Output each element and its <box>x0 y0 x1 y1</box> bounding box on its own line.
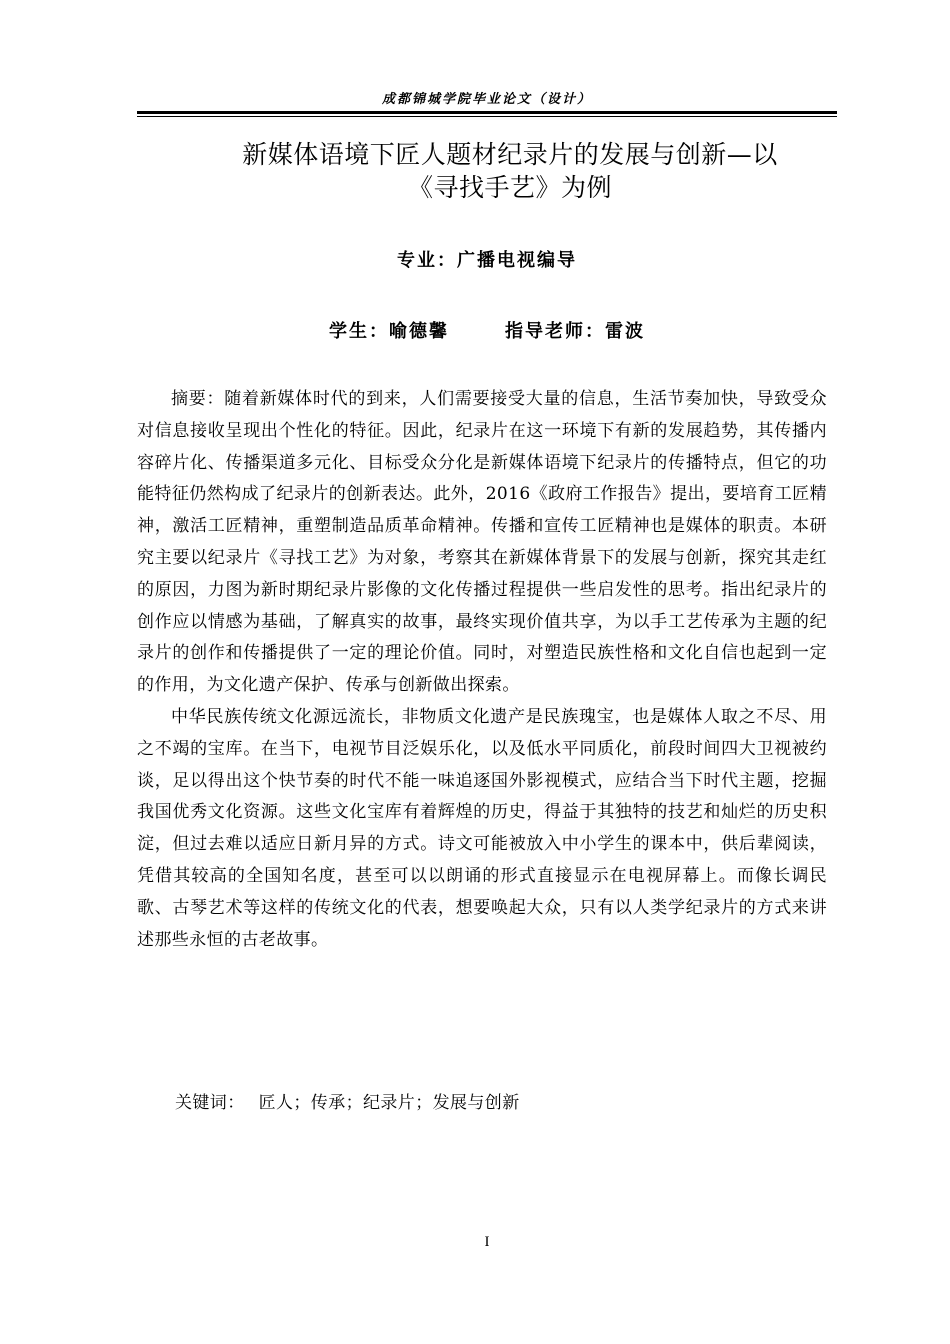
header-rule-thin <box>137 116 837 117</box>
abstract-paragraph-2: 中华民族传统文化源远流长，非物质文化遗产是民族瑰宝，也是媒体人取之不尽、用之不竭的宝库。在当下，电视节目泛娱乐化，以及低水平同质化，前段时间四大卫视被约谈，足以得出这个快节奏的时代不能一味追逐国外影视模式，应结合当下时代主题，挖掘我国优秀文化资源。这些文化宝库有着辉煌的历史，得益于其独特的技艺和灿烂的历史积淀，但过去难以适应日新月异的方式。诗文可能被放入中小学生的课本中，供后辈阅读，凭借其较高的全国知名度，甚至可以以朗诵的形式直接显示在电视屏幕上。而像长调民歌、古琴艺术等这样的传统文化的代表，想要唤起大众，只有以人类学纪录片的方式来讲述那些永恒的古老故事。 <box>137 706 827 950</box>
title-line-2: 《寻找手艺》为例 <box>407 173 612 202</box>
major-label: 专业： <box>397 250 457 271</box>
keywords-line <box>175 1088 835 1118</box>
authors-line <box>137 317 837 343</box>
abstract-label: 摘要： <box>171 389 225 409</box>
student-label: 学生： <box>329 321 389 342</box>
page-number: I <box>484 1234 490 1250</box>
keywords-label: 关键词： <box>175 1093 245 1113</box>
header-rule-thick <box>137 111 837 114</box>
advisor-value: 雷波 <box>605 321 645 342</box>
advisor-label: 指导老师： <box>505 321 605 342</box>
abstract-paragraph-1 <box>137 384 827 702</box>
running-header: 成都锦城学院毕业论文（设计） <box>381 92 592 107</box>
abstract-paragraph-1-text: 随着新媒体时代的到来，人们需要接受大量的信息，生活节奏加快，导致受众对信息接收呈现出个性化的特征。因此，纪录片在这一环境下有新的发展趋势，其传播内容碎片化、传播渠道多元化、目标受众分化是新媒体语境下纪录片的传播特点，但它的功能特征仍然构成了纪录片的创新表达。此外，2016《政府工作报告》提出，要培育工匠精神，激活工匠精神，重塑制造品质革命精神。传播和宣传工匠精神也是媒体的职责。本研究主要以纪录片《寻找工艺》为对象，考察其在新媒体背景下的发展与创新，探究其走红的原因，力图为新时期纪录片影像的文化传播过程提供一些启发性的思考。指出纪录片的创作应以情感为基础，了解真实的故事，最终实现价值共享，为以手工艺传承为主题的纪录片的创作和传播提供了一定的理论价值。同时，对塑造民族性格和文化自信也起到一定的作用，为文化遗产保护、传承与创新做出探索。 <box>137 389 827 696</box>
keywords-value: 匠人；传承；纪录片；发展与创新 <box>258 1093 520 1113</box>
title-line-1: 新媒体语境下匠人题材纪录片的发展与创新—以 <box>242 140 778 169</box>
major-value: 广播电视编导 <box>457 250 577 271</box>
student-value: 喻德馨 <box>389 321 449 342</box>
major-line <box>137 246 837 272</box>
abstract-body <box>137 384 827 956</box>
document-title <box>190 138 830 204</box>
